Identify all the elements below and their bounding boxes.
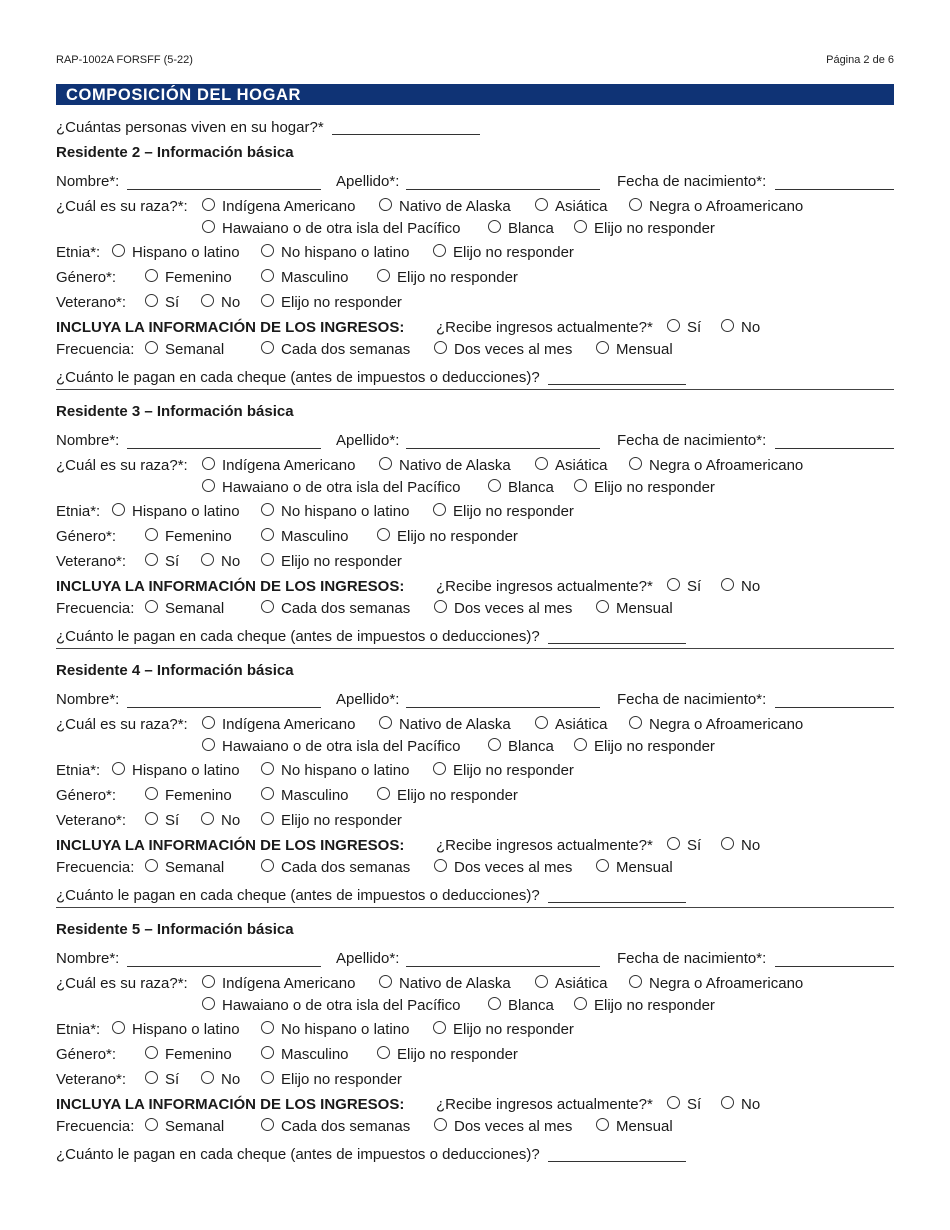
race-option[interactable]: Elijo no responder xyxy=(574,738,715,756)
radio-icon[interactable] xyxy=(488,997,501,1010)
frequency-option[interactable]: Mensual xyxy=(596,341,673,359)
race-option[interactable]: Nativo de Alaska xyxy=(379,716,511,734)
income-heading: INCLUYA LA INFORMACIÓN DE LOS INGRESOS: xyxy=(56,319,405,336)
frequency-label: Frecuencia: xyxy=(56,341,135,358)
race-option[interactable]: Nativo de Alaska xyxy=(379,457,511,475)
race-option[interactable]: Hawaiano o de otra isla del Pacífico xyxy=(202,738,460,756)
radio-icon[interactable] xyxy=(145,859,158,872)
radio-icon[interactable] xyxy=(433,244,446,257)
frequency-option[interactable]: Cada dos semanas xyxy=(261,600,410,618)
race-option[interactable]: Blanca xyxy=(488,997,554,1015)
radio-icon[interactable] xyxy=(377,528,390,541)
section-title: COMPOSICIÓN DEL HOGAR xyxy=(66,86,302,104)
veteran-label: Veterano*: xyxy=(56,812,127,829)
radio-icon[interactable] xyxy=(377,787,390,800)
gender-option[interactable]: Masculino xyxy=(261,269,349,287)
veteran-option[interactable]: No xyxy=(201,1071,240,1089)
radio-icon[interactable] xyxy=(721,1096,734,1109)
gender-option[interactable]: Masculino xyxy=(261,1046,349,1064)
radio-icon[interactable] xyxy=(488,220,501,233)
ethnicity-option[interactable]: Elijo no responder xyxy=(433,244,574,262)
veteran-option[interactable]: Elijo no responder xyxy=(261,1071,402,1089)
radio-icon[interactable] xyxy=(112,503,125,516)
last-name-label: Apellido*: xyxy=(336,173,400,190)
last-name-label: Apellido*: xyxy=(336,691,400,708)
radio-icon[interactable] xyxy=(202,997,215,1010)
gender-label: Género*: xyxy=(56,787,117,804)
ethnicity-option[interactable]: Elijo no responder xyxy=(433,762,574,780)
radio-icon[interactable] xyxy=(202,198,215,211)
radio-icon[interactable] xyxy=(629,198,642,211)
radio-icon[interactable] xyxy=(145,553,158,566)
radio-icon[interactable] xyxy=(145,1071,158,1084)
page-header xyxy=(56,54,894,66)
radio-icon[interactable] xyxy=(202,479,215,492)
race-option[interactable]: Nativo de Alaska xyxy=(379,198,511,216)
radio-icon[interactable] xyxy=(667,319,680,332)
radio-icon[interactable] xyxy=(261,812,274,825)
veteran-option[interactable]: Sí xyxy=(145,294,179,312)
radio-icon[interactable] xyxy=(596,859,609,872)
income-question: ¿Recibe ingresos actualmente?* xyxy=(436,578,653,595)
radio-icon[interactable] xyxy=(201,294,214,307)
race-option[interactable]: Blanca xyxy=(488,220,554,238)
frequency-option[interactable]: Mensual xyxy=(596,600,673,618)
radio-icon[interactable] xyxy=(596,1118,609,1131)
race-option[interactable]: Hawaiano o de otra isla del Pacífico xyxy=(202,997,460,1015)
household-count-row xyxy=(56,119,480,137)
radio-icon[interactable] xyxy=(379,716,392,729)
race-label: ¿Cuál es su raza?*: xyxy=(56,457,188,474)
resident-title: Residente 3 – Información básica xyxy=(56,403,294,420)
ethnicity-option[interactable]: No hispano o latino xyxy=(261,762,409,780)
veteran-label: Veterano*: xyxy=(56,294,127,311)
radio-icon[interactable] xyxy=(535,975,548,988)
pay-amount-field[interactable] xyxy=(548,1147,686,1162)
section-divider xyxy=(56,907,894,908)
gender-option[interactable]: Femenino xyxy=(145,269,232,287)
pay-row xyxy=(56,887,686,905)
gender-option[interactable]: Masculino xyxy=(261,787,349,805)
ethnicity-label: Etnia*: xyxy=(56,762,101,779)
radio-icon[interactable] xyxy=(261,341,274,354)
radio-icon[interactable] xyxy=(112,244,125,257)
dob-field[interactable] xyxy=(775,175,894,190)
frequency-option[interactable]: Dos veces al mes xyxy=(434,859,572,877)
income-question: ¿Recibe ingresos actualmente?* xyxy=(436,1096,653,1113)
page-number: Página 2 de 6 xyxy=(826,54,894,66)
radio-icon[interactable] xyxy=(377,269,390,282)
gender-option[interactable]: Elijo no responder xyxy=(377,269,518,287)
radio-icon[interactable] xyxy=(202,975,215,988)
resident-title: Residente 2 – Información básica xyxy=(56,144,294,161)
gender-option[interactable]: Masculino xyxy=(261,528,349,546)
last-name-field[interactable] xyxy=(406,175,600,190)
radio-icon[interactable] xyxy=(201,553,214,566)
race-option[interactable]: Indígena Americano xyxy=(202,716,355,734)
race-option[interactable]: Negra o Afroamericano xyxy=(629,198,803,216)
gender-option[interactable]: Femenino xyxy=(145,1046,232,1064)
radio-icon[interactable] xyxy=(145,812,158,825)
pay-question: ¿Cuánto le pagan en cada cheque (antes de impuestos o deducciones)? xyxy=(56,369,540,386)
veteran-label: Veterano*: xyxy=(56,553,127,570)
race-option[interactable]: Negra o Afroamericano xyxy=(629,457,803,475)
radio-icon[interactable] xyxy=(201,812,214,825)
frequency-option[interactable]: Semanal xyxy=(145,600,224,618)
veteran-option[interactable]: Elijo no responder xyxy=(261,294,402,312)
radio-icon[interactable] xyxy=(535,716,548,729)
radio-icon[interactable] xyxy=(596,600,609,613)
ethnicity-option[interactable]: Elijo no responder xyxy=(433,1021,574,1039)
radio-icon[interactable] xyxy=(629,457,642,470)
radio-icon[interactable] xyxy=(434,600,447,613)
section-banner xyxy=(56,84,894,105)
last-name-field[interactable] xyxy=(406,434,600,449)
gender-option[interactable]: Femenino xyxy=(145,787,232,805)
gender-label: Género*: xyxy=(56,269,117,286)
radio-icon[interactable] xyxy=(202,716,215,729)
frequency-option[interactable]: Dos veces al mes xyxy=(434,600,572,618)
income-option[interactable]: Sí xyxy=(667,1096,701,1114)
radio-icon[interactable] xyxy=(261,1071,274,1084)
radio-icon[interactable] xyxy=(145,528,158,541)
radio-icon[interactable] xyxy=(721,837,734,850)
ethnicity-label: Etnia*: xyxy=(56,244,101,261)
radio-icon[interactable] xyxy=(379,457,392,470)
radio-icon[interactable] xyxy=(379,198,392,211)
income-option[interactable]: No xyxy=(721,578,760,596)
ethnicity-option[interactable]: Elijo no responder xyxy=(433,503,574,521)
last-name-field[interactable] xyxy=(406,693,600,708)
frequency-label: Frecuencia: xyxy=(56,1118,135,1135)
first-name-field[interactable] xyxy=(127,175,321,190)
radio-icon[interactable] xyxy=(667,1096,680,1109)
gender-label: Género*: xyxy=(56,1046,117,1063)
veteran-label: Veterano*: xyxy=(56,1071,127,1088)
frequency-label: Frecuencia: xyxy=(56,859,135,876)
income-option[interactable]: Sí xyxy=(667,578,701,596)
radio-icon[interactable] xyxy=(434,859,447,872)
race-option[interactable]: Asiática xyxy=(535,198,608,216)
gender-option[interactable]: Elijo no responder xyxy=(377,787,518,805)
pay-amount-field[interactable] xyxy=(548,370,686,385)
radio-icon[interactable] xyxy=(261,503,274,516)
race-option[interactable]: Elijo no responder xyxy=(574,220,715,238)
ethnicity-option[interactable]: Hispano o latino xyxy=(112,1021,240,1039)
radio-icon[interactable] xyxy=(145,341,158,354)
radio-icon[interactable] xyxy=(721,319,734,332)
gender-label: Género*: xyxy=(56,528,117,545)
race-label: ¿Cuál es su raza?*: xyxy=(56,198,188,215)
dob-label: Fecha de nacimiento*: xyxy=(617,173,767,190)
race-option[interactable]: Asiática xyxy=(535,975,608,993)
household-count-field[interactable] xyxy=(332,120,480,135)
race-option[interactable]: Negra o Afroamericano xyxy=(629,975,803,993)
frequency-option[interactable]: Cada dos semanas xyxy=(261,859,410,877)
radio-icon[interactable] xyxy=(145,1046,158,1059)
radio-icon[interactable] xyxy=(433,762,446,775)
race-option[interactable]: Blanca xyxy=(488,479,554,497)
radio-icon[interactable] xyxy=(261,528,274,541)
last-name-label: Apellido*: xyxy=(336,950,400,967)
frequency-option[interactable]: Semanal xyxy=(145,859,224,877)
first-name-label: Nombre*: xyxy=(56,950,120,967)
radio-icon[interactable] xyxy=(201,1071,214,1084)
gender-option[interactable]: Elijo no responder xyxy=(377,1046,518,1064)
veteran-option[interactable]: Elijo no responder xyxy=(261,553,402,571)
income-option[interactable]: Sí xyxy=(667,837,701,855)
veteran-option[interactable]: No xyxy=(201,812,240,830)
radio-icon[interactable] xyxy=(261,762,274,775)
dob-label: Fecha de nacimiento*: xyxy=(617,950,767,967)
gender-option[interactable]: Femenino xyxy=(145,528,232,546)
pay-question: ¿Cuánto le pagan en cada cheque (antes de impuestos o deducciones)? xyxy=(56,1146,540,1163)
ethnicity-label: Etnia*: xyxy=(56,503,101,520)
race-option[interactable]: Asiática xyxy=(535,716,608,734)
radio-icon[interactable] xyxy=(574,997,587,1010)
frequency-option[interactable]: Cada dos semanas xyxy=(261,341,410,359)
radio-icon[interactable] xyxy=(488,738,501,751)
race-option[interactable]: Elijo no responder xyxy=(574,997,715,1015)
section-divider xyxy=(56,389,894,390)
radio-icon[interactable] xyxy=(434,341,447,354)
race-option[interactable]: Nativo de Alaska xyxy=(379,975,511,993)
income-question: ¿Recibe ingresos actualmente?* xyxy=(436,319,653,336)
race-option[interactable]: Indígena Americano xyxy=(202,457,355,475)
radio-icon[interactable] xyxy=(377,1046,390,1059)
radio-icon[interactable] xyxy=(535,198,548,211)
radio-icon[interactable] xyxy=(145,600,158,613)
frequency-option[interactable]: Semanal xyxy=(145,341,224,359)
ethnicity-option[interactable]: Hispano o latino xyxy=(112,762,240,780)
race-option[interactable]: Hawaiano o de otra isla del Pacífico xyxy=(202,220,460,238)
frequency-option[interactable]: Dos veces al mes xyxy=(434,1118,572,1136)
ethnicity-option[interactable]: No hispano o latino xyxy=(261,1021,409,1039)
radio-icon[interactable] xyxy=(145,787,158,800)
pay-amount-field[interactable] xyxy=(548,629,686,644)
pay-question: ¿Cuánto le pagan en cada cheque (antes de impuestos o deducciones)? xyxy=(56,628,540,645)
ethnicity-option[interactable]: No hispano o latino xyxy=(261,244,409,262)
income-heading: INCLUYA LA INFORMACIÓN DE LOS INGRESOS: xyxy=(56,837,405,854)
household-count-label: ¿Cuántas personas viven en su hogar?* xyxy=(56,119,324,136)
income-option[interactable]: No xyxy=(721,837,760,855)
income-option[interactable]: No xyxy=(721,319,760,337)
frequency-option[interactable]: Mensual xyxy=(596,859,673,877)
resident-title: Residente 4 – Información básica xyxy=(56,662,294,679)
radio-icon[interactable] xyxy=(145,294,158,307)
radio-icon[interactable] xyxy=(574,220,587,233)
radio-icon[interactable] xyxy=(261,1046,274,1059)
veteran-option[interactable]: No xyxy=(201,294,240,312)
radio-icon[interactable] xyxy=(261,600,274,613)
frequency-option[interactable]: Dos veces al mes xyxy=(434,341,572,359)
ethnicity-option[interactable]: Hispano o latino xyxy=(112,503,240,521)
radio-icon[interactable] xyxy=(433,503,446,516)
race-option[interactable]: Blanca xyxy=(488,738,554,756)
veteran-option[interactable]: Sí xyxy=(145,1071,179,1089)
radio-icon[interactable] xyxy=(596,341,609,354)
gender-option[interactable]: Elijo no responder xyxy=(377,528,518,546)
first-name-field[interactable] xyxy=(127,434,321,449)
radio-icon[interactable] xyxy=(261,294,274,307)
race-option[interactable]: Negra o Afroamericano xyxy=(629,716,803,734)
race-label: ¿Cuál es su raza?*: xyxy=(56,975,188,992)
dob-field[interactable] xyxy=(775,693,894,708)
dob-field[interactable] xyxy=(775,952,894,967)
radio-icon[interactable] xyxy=(379,975,392,988)
radio-icon[interactable] xyxy=(434,1118,447,1131)
income-option[interactable]: No xyxy=(721,1096,760,1114)
form-id: RAP-1002A FORSFF (5-22) xyxy=(56,54,193,66)
first-name-label: Nombre*: xyxy=(56,432,120,449)
first-name-field[interactable] xyxy=(127,693,321,708)
resident-title: Residente 5 – Información básica xyxy=(56,921,294,938)
pay-amount-field[interactable] xyxy=(548,888,686,903)
ethnicity-label: Etnia*: xyxy=(56,1021,101,1038)
veteran-option[interactable]: Sí xyxy=(145,553,179,571)
first-name-label: Nombre*: xyxy=(56,691,120,708)
radio-icon[interactable] xyxy=(261,1118,274,1131)
dob-field[interactable] xyxy=(775,434,894,449)
radio-icon[interactable] xyxy=(488,479,501,492)
race-label: ¿Cuál es su raza?*: xyxy=(56,716,188,733)
frequency-option[interactable]: Mensual xyxy=(596,1118,673,1136)
radio-icon[interactable] xyxy=(535,457,548,470)
veteran-option[interactable]: No xyxy=(201,553,240,571)
last-name-field[interactable] xyxy=(406,952,600,967)
radio-icon[interactable] xyxy=(261,269,274,282)
radio-icon[interactable] xyxy=(145,269,158,282)
radio-icon[interactable] xyxy=(667,837,680,850)
radio-icon[interactable] xyxy=(261,553,274,566)
radio-icon[interactable] xyxy=(261,1021,274,1034)
radio-icon[interactable] xyxy=(629,716,642,729)
race-option[interactable]: Asiática xyxy=(535,457,608,475)
dob-label: Fecha de nacimiento*: xyxy=(617,691,767,708)
first-name-label: Nombre*: xyxy=(56,173,120,190)
radio-icon[interactable] xyxy=(202,738,215,751)
radio-icon[interactable] xyxy=(433,1021,446,1034)
frequency-option[interactable]: Semanal xyxy=(145,1118,224,1136)
radio-icon[interactable] xyxy=(202,220,215,233)
pay-row xyxy=(56,1146,686,1164)
veteran-option[interactable]: Elijo no responder xyxy=(261,812,402,830)
income-heading: INCLUYA LA INFORMACIÓN DE LOS INGRESOS: xyxy=(56,578,405,595)
veteran-option[interactable]: Sí xyxy=(145,812,179,830)
income-option[interactable]: Sí xyxy=(667,319,701,337)
pay-row xyxy=(56,628,686,646)
radio-icon[interactable] xyxy=(261,859,274,872)
section-divider xyxy=(56,648,894,649)
first-name-field[interactable] xyxy=(127,952,321,967)
radio-icon[interactable] xyxy=(667,578,680,591)
radio-icon[interactable] xyxy=(202,457,215,470)
radio-icon[interactable] xyxy=(629,975,642,988)
dob-label: Fecha de nacimiento*: xyxy=(617,432,767,449)
radio-icon[interactable] xyxy=(574,479,587,492)
radio-icon[interactable] xyxy=(145,1118,158,1131)
pay-question: ¿Cuánto le pagan en cada cheque (antes de impuestos o deducciones)? xyxy=(56,887,540,904)
pay-row xyxy=(56,369,686,387)
radio-icon[interactable] xyxy=(112,1021,125,1034)
radio-icon[interactable] xyxy=(112,762,125,775)
ethnicity-option[interactable]: Hispano o latino xyxy=(112,244,240,262)
income-heading: INCLUYA LA INFORMACIÓN DE LOS INGRESOS: xyxy=(56,1096,405,1113)
radio-icon[interactable] xyxy=(574,738,587,751)
radio-icon[interactable] xyxy=(261,787,274,800)
frequency-label: Frecuencia: xyxy=(56,600,135,617)
radio-icon[interactable] xyxy=(261,244,274,257)
ethnicity-option[interactable]: No hispano o latino xyxy=(261,503,409,521)
radio-icon[interactable] xyxy=(721,578,734,591)
race-option[interactable]: Elijo no responder xyxy=(574,479,715,497)
race-option[interactable]: Indígena Americano xyxy=(202,198,355,216)
frequency-option[interactable]: Cada dos semanas xyxy=(261,1118,410,1136)
race-option[interactable]: Hawaiano o de otra isla del Pacífico xyxy=(202,479,460,497)
income-question: ¿Recibe ingresos actualmente?* xyxy=(436,837,653,854)
race-option[interactable]: Indígena Americano xyxy=(202,975,355,993)
last-name-label: Apellido*: xyxy=(336,432,400,449)
